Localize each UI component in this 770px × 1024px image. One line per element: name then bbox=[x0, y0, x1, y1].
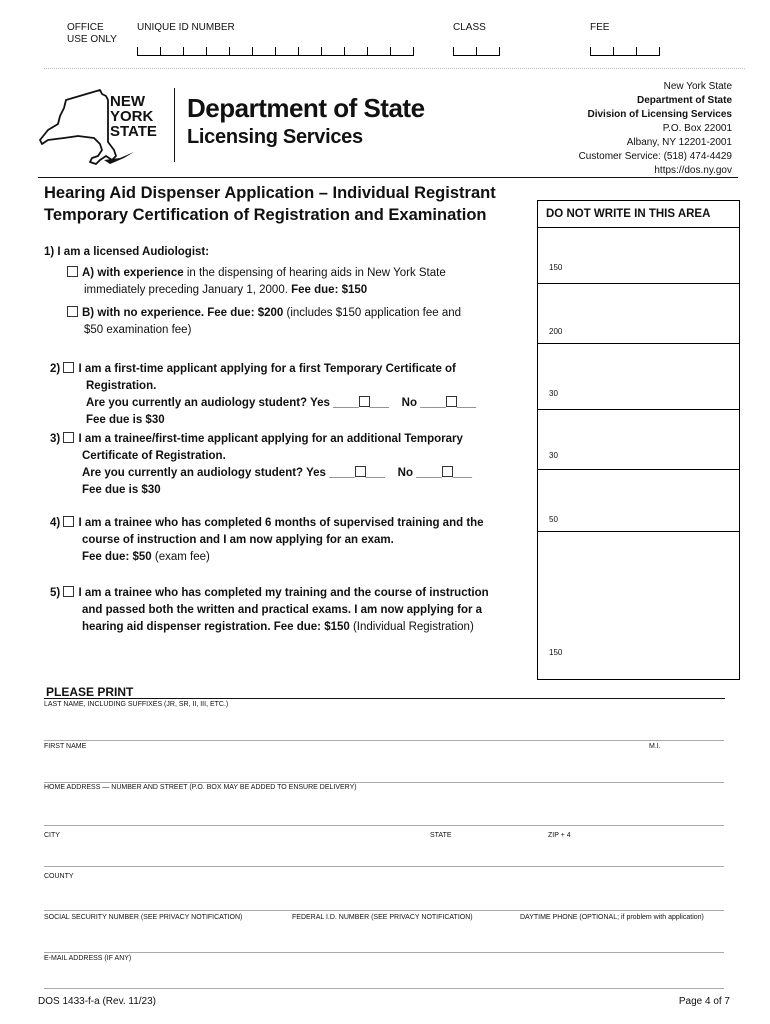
q1b-text: (includes $150 application fee and bbox=[283, 307, 462, 319]
last-name-label: LAST NAME, INCLUDING SUFFIXES (JR, SR, II, III, ETC.) bbox=[44, 701, 229, 708]
q3-line: Fee due is $30 bbox=[82, 484, 161, 496]
ssn-fein-phone-field[interactable] bbox=[44, 952, 724, 953]
page-number: Page 4 of 7 bbox=[678, 996, 730, 1007]
fee-boxes[interactable] bbox=[590, 46, 660, 56]
fein-label: FEDERAL I.D. NUMBER (SEE PRIVACY NOTIFICATION) bbox=[292, 914, 473, 921]
class-boxes[interactable] bbox=[453, 46, 500, 56]
state-label: STATE bbox=[430, 832, 452, 839]
q4-num: 4) bbox=[50, 517, 61, 529]
q1-intro: 1) I am a licensed Audiologist: bbox=[44, 246, 210, 258]
ny-line2: YORK bbox=[110, 108, 154, 125]
office-panel bbox=[537, 200, 740, 680]
please-print-heading: PLEASE PRINT bbox=[46, 685, 134, 699]
q2-line: Registration. bbox=[86, 380, 157, 392]
panel-value: 30 bbox=[549, 451, 558, 460]
q5-line: and passed both the written and practical exams. I am now applying for a bbox=[82, 604, 483, 616]
agency-line: Department of State bbox=[636, 95, 732, 106]
q2-yes-checkbox[interactable] bbox=[359, 396, 370, 407]
zip-label: ZIP + 4 bbox=[548, 832, 571, 839]
q3-no-checkbox[interactable] bbox=[442, 466, 453, 477]
please-print-rule bbox=[44, 698, 725, 699]
q1-option-a[interactable] bbox=[67, 265, 527, 299]
q3-num: 3) bbox=[50, 433, 61, 445]
panel-value: 30 bbox=[549, 389, 558, 398]
q2-line: I am a first-time applicant applying for a first Temporary Certificate of bbox=[78, 363, 456, 375]
nys-map-icon bbox=[38, 86, 178, 166]
q2-checkbox[interactable] bbox=[63, 362, 74, 373]
q2-line: Are you currently an audiology student? Yes bbox=[86, 397, 330, 409]
q5-num: 5) bbox=[50, 587, 61, 599]
q4-line: I am a trainee who has completed 6 months of supervised training and the bbox=[78, 517, 484, 529]
ny-line1: NEW bbox=[110, 93, 145, 110]
home-address-field[interactable] bbox=[44, 825, 724, 826]
q5 bbox=[50, 585, 535, 636]
office-panel-heading: DO NOT WRITE IN THIS AREA bbox=[546, 208, 711, 220]
fee-label: FEE bbox=[590, 22, 610, 33]
q1a-bold: A) with experience bbox=[82, 267, 184, 279]
q2-num: 2) bbox=[50, 363, 61, 375]
county-label: COUNTY bbox=[44, 873, 74, 880]
agency-address bbox=[579, 80, 732, 178]
q5-line: I am a trainee who has completed my training and the course of instruction bbox=[78, 587, 489, 599]
q5-line: hearing aid dispenser registration. Fee due: $150 bbox=[82, 621, 350, 633]
first-name-label: FIRST NAME bbox=[44, 743, 87, 750]
agency-line: Division of Licensing Services bbox=[587, 109, 732, 120]
page-title bbox=[44, 182, 496, 226]
unique-id-label: UNIQUE ID NUMBER bbox=[137, 22, 235, 33]
q1b-line2: $50 examination fee) bbox=[84, 324, 192, 336]
header-divider bbox=[44, 68, 745, 69]
division-title: Licensing Services bbox=[187, 126, 363, 148]
q3-line: Certificate of Registration. bbox=[82, 450, 226, 462]
q1b-checkbox[interactable] bbox=[67, 306, 78, 317]
agency-line: New York State bbox=[663, 81, 732, 92]
q4 bbox=[50, 515, 530, 566]
q1a-checkbox[interactable] bbox=[67, 266, 78, 277]
mi-label: M.I. bbox=[649, 743, 661, 750]
panel-value: 200 bbox=[549, 327, 563, 336]
q3-line: I am a trainee/first-time applicant applying for an additional Temporary bbox=[78, 433, 463, 445]
q2: 2) I am a first-time applicant applying for a first Temporary Certificate of Registration. Are you currently an audiology student? Yes ____ ___ No ____ ___ Fee due is $30 bbox=[50, 363, 476, 426]
agency-link[interactable]: https://dos.ny.gov bbox=[654, 165, 732, 176]
ny-line3: STATE bbox=[110, 123, 157, 140]
title-line: Hearing Aid Dispenser Application – Individual Registrant bbox=[44, 184, 496, 202]
q4-fee-rest: (exam fee) bbox=[151, 551, 210, 563]
q1a-fee: Fee due: $150 bbox=[291, 284, 368, 296]
panel-value: 150 bbox=[549, 263, 563, 272]
email-field[interactable] bbox=[44, 988, 724, 989]
q4-checkbox[interactable] bbox=[63, 516, 74, 527]
phone-label: DAYTIME PHONE (OPTIONAL; if problem with application) bbox=[520, 914, 704, 921]
q3-line: Are you currently an audiology student? Yes bbox=[82, 467, 326, 479]
logo-divider bbox=[174, 88, 175, 162]
home-address-label: HOME ADDRESS — NUMBER AND STREET (P.O. BOX MAY BE ADDED TO ENSURE DELIVERY) bbox=[44, 784, 357, 791]
q3-yes-checkbox[interactable] bbox=[355, 466, 366, 477]
email-label: E-MAIL ADDRESS (IF ANY) bbox=[44, 955, 132, 962]
city-label: CITY bbox=[44, 832, 60, 839]
q1a-line2: immediately preceding January 1, 2000. bbox=[84, 284, 292, 296]
agency-line: Albany, NY 12201-2001 bbox=[626, 137, 732, 148]
q5-line-rest: (Individual Registration) bbox=[349, 621, 474, 633]
q4-line: course of instruction and I am now applying for an exam. bbox=[82, 534, 394, 546]
q1b-bold: B) with no experience. Fee due: $200 bbox=[82, 307, 284, 319]
first-name-field[interactable] bbox=[44, 782, 724, 783]
nys-logo bbox=[38, 86, 178, 166]
office-use-label: OFFICE USE ONLY bbox=[67, 22, 117, 45]
q3-no-label: No bbox=[397, 467, 413, 479]
form-id: DOS 1433-f-a (Rev. 11/23) bbox=[38, 996, 157, 1007]
agency-line: Customer Service: (518) 474-4429 bbox=[578, 151, 732, 162]
agency-line: P.O. Box 22001 bbox=[662, 123, 732, 134]
q2-line: Fee due is $30 bbox=[86, 414, 165, 426]
q2-no-label: No bbox=[401, 397, 417, 409]
q3: 3) I am a trainee/first-time applicant applying for an additional Temporary Certificate of Registration. Are you currently an audiology student? Yes ____ ___ No ____ ___ Fee due is $30 bbox=[50, 433, 472, 496]
dept-title: Department of State bbox=[187, 93, 425, 123]
q4-fee: Fee due: $50 bbox=[82, 551, 152, 563]
class-label: CLASS bbox=[453, 22, 486, 33]
q1a-text: in the dispensing of hearing aids in New York State bbox=[183, 267, 446, 279]
q2-no-checkbox[interactable] bbox=[446, 396, 457, 407]
county-field[interactable] bbox=[44, 910, 724, 911]
unique-id-boxes[interactable] bbox=[137, 46, 414, 56]
q3-checkbox[interactable] bbox=[63, 432, 74, 443]
title-line: Temporary Certification of Registration and Examination bbox=[44, 206, 487, 224]
title-rule bbox=[38, 177, 738, 178]
ssn-label: SOCIAL SECURITY NUMBER (SEE PRIVACY NOTIFICATION) bbox=[44, 914, 243, 921]
q5-checkbox[interactable] bbox=[63, 586, 74, 597]
city-state-zip-field[interactable] bbox=[44, 866, 724, 867]
q1-option-b[interactable] bbox=[67, 305, 527, 339]
panel-value: 150 bbox=[549, 648, 563, 657]
panel-value: 50 bbox=[549, 515, 558, 524]
last-name-field[interactable] bbox=[44, 740, 724, 741]
